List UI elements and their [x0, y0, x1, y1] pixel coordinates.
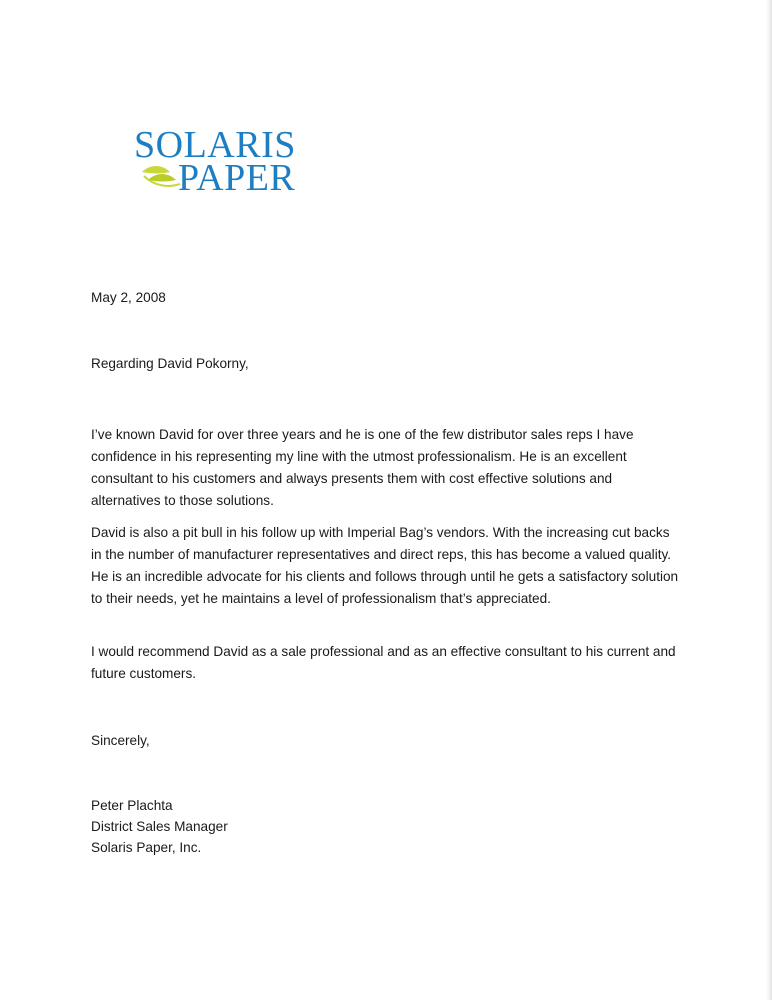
signature-title: District Sales Manager — [91, 819, 228, 834]
letter-closing: Sincerely, — [91, 733, 150, 748]
letter-paragraph-3: I would recommend David as a sale professional and as an effective consultant to his current and future customers. — [91, 644, 676, 681]
solaris-paper-logo — [134, 126, 314, 198]
letter-date: May 2, 2008 — [91, 290, 166, 305]
logo-wordmark-paper: PAPER — [178, 157, 296, 199]
letter-regarding-line: Regarding David Pokorny, — [91, 356, 249, 371]
signature-name: Peter Plachta — [91, 798, 173, 813]
logo-wordmark-solaris: SOLARIS — [134, 124, 296, 166]
signature-company: Solaris Paper, Inc. — [91, 840, 202, 855]
letter-paragraph-1: I’ve known David for over three years and he is one of the few distributor sales reps I have confidence in his representing my line with the utmost professionalism. He is an excellent consultant to his customers and always presents them with cost effective solutions and alternatives to those solutions. — [91, 427, 634, 508]
letter-paragraph-2: David is also a pit bull in his follow up with Imperial Bag’s vendors. With the increasing cut backs in the number of manufacturer representatives and direct reps, this has become a valued quality. He is an incredible advocate for his clients and follows through until he gets a satisfactory solution to their needs, yet he maintains a level of professionalism that’s appreciated. — [91, 525, 679, 606]
scan-edge — [766, 0, 772, 1000]
